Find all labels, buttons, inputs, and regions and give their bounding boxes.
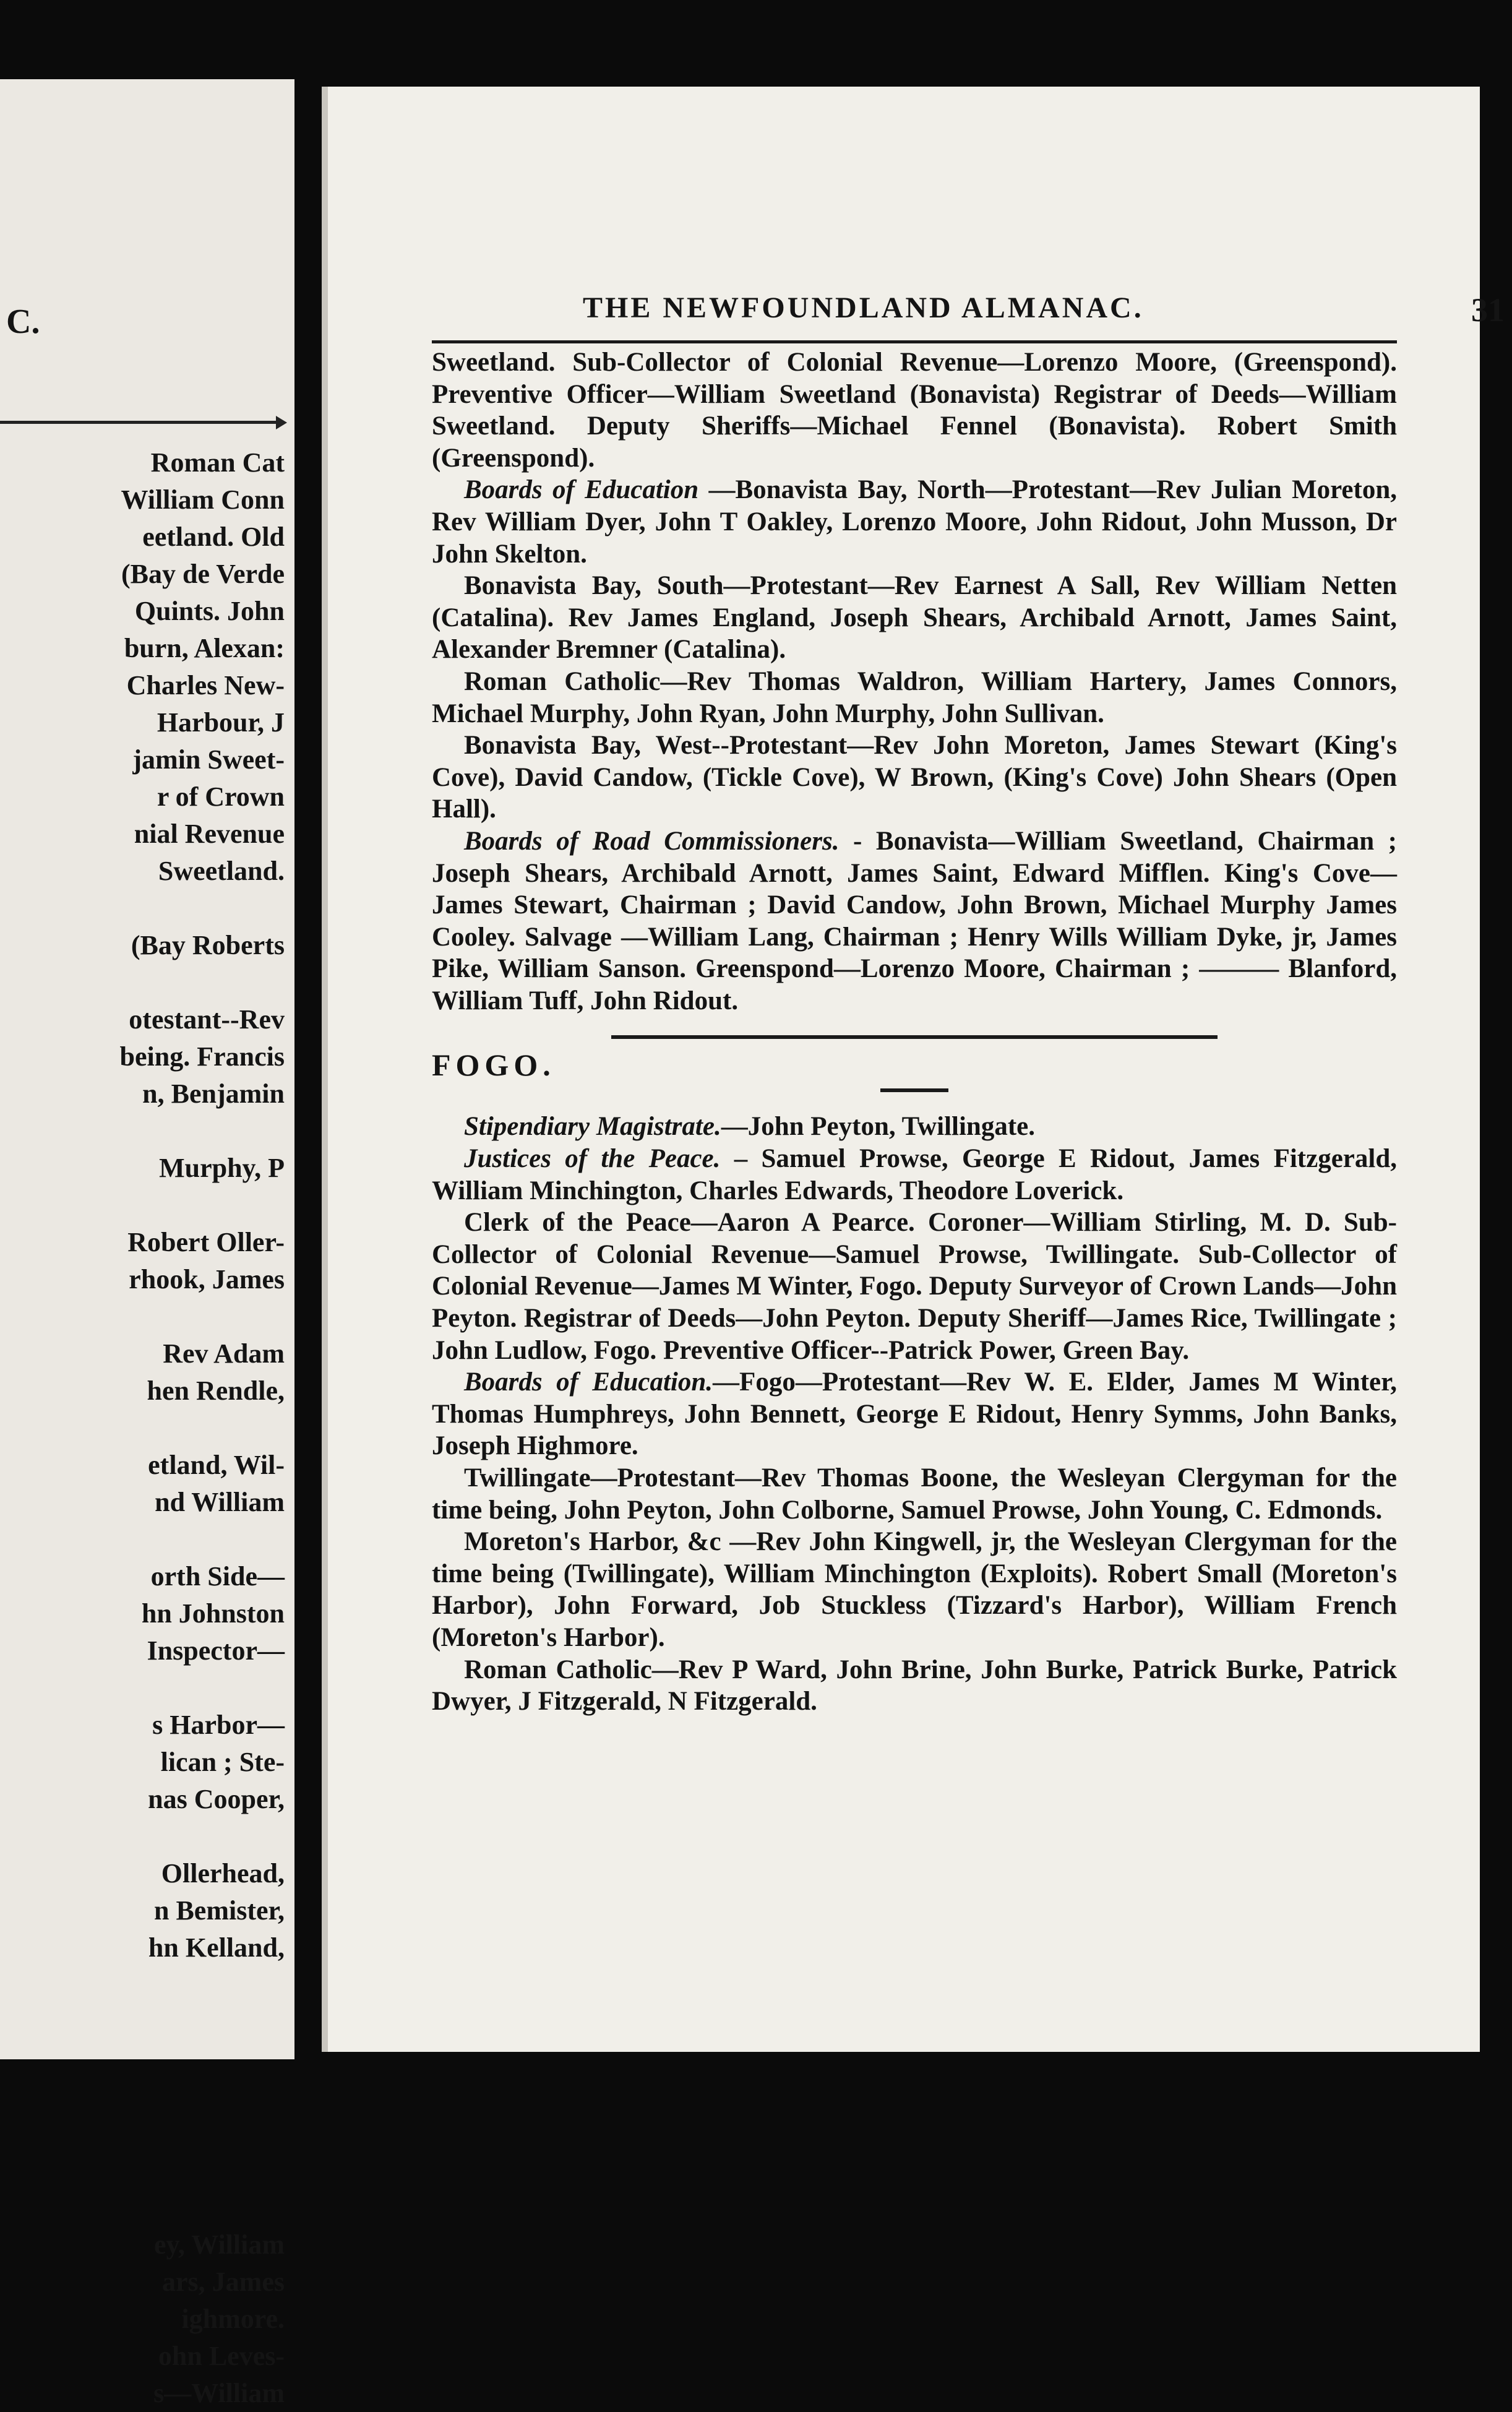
left-page-line: Inspector—	[147, 1635, 285, 1666]
heading-justices: Justices of the Peace.	[464, 1144, 721, 1174]
heading-boards-of-education: Boards of Education	[464, 475, 699, 505]
paragraph-roman-catholic: Roman Catholic—Rev Thomas Waldron, William Hartery, James Connors, Michael Murphy, John Ryan, John Murphy, John Sullivan.	[432, 666, 1397, 728]
paragraph-clerk-of-peace: Clerk of the Peace—Aaron A Pearce. Coroner—William Stirling, M. D. Sub-Collector of Colonial Revenue—Samuel Prowse, Twillingate. Sub-Collector of Colonial Revenue—James M Winter, Fogo. Deputy Surveyor of Crown Lands—John Peyton. Registrar of Deeds—John Peyton. Deputy Sheriff—James Rice, Twillingate ; John Ludlow, Fogo. Preventive Officer--Patrick Power, Green Bay.	[432, 1208, 1397, 1365]
left-page-line: eetland. Old	[142, 522, 285, 552]
left-page-line: rhook, James	[129, 1264, 285, 1294]
header-rule	[432, 340, 1397, 343]
paragraph-fogo-boards-of-education	[432, 1366, 1397, 1462]
paragraph-bonavista-south: Bonavista Bay, South—Protestant—Rev Earnest A Sall, Rev William Netten (Catalina). Rev James England, Joseph Shears, Archibald Arnott, James Saint, Alexander Bremner (Catalina).	[432, 571, 1397, 665]
section-rule	[611, 1035, 1218, 1039]
left-page-line: (Bay Roberts	[131, 930, 285, 960]
left-page-line: ighmore.	[181, 2304, 285, 2334]
heading-stipendiary-magistrate: Stipendiary Magistrate.	[464, 1112, 721, 1142]
left-page-line: ars, James	[162, 2267, 285, 2297]
left-page-text-column	[0, 444, 285, 2412]
left-page-line: Quints. John	[134, 596, 285, 626]
heading-fogo-boards-of-education: Boards of Education.	[464, 1368, 713, 1397]
left-page-line: r of Crown	[157, 782, 285, 812]
left-page-line: ohn Leves-	[158, 2341, 285, 2371]
paragraph-stipendiary-magistrate	[432, 1111, 1397, 1143]
left-page-line: Harbour, J	[157, 707, 285, 738]
left-page-line: nd William	[155, 1487, 285, 1517]
left-page-line: otestant--Rev	[129, 1004, 285, 1035]
almanac-page	[322, 87, 1505, 2052]
left-facing-page	[0, 79, 294, 2408]
left-page-line: (Bay de Verde	[121, 559, 285, 589]
left-page-line: jamin Sweet-	[132, 744, 285, 775]
left-page-line: Robert Oller-	[127, 1227, 285, 1257]
paragraph-officers: Sweetland. Sub-Collector of Colonial Revenue—Lorenzo Moore, (Greenspond). Preventive Officer—William Sweetland (Bonavista) Registrar of Deeds—William Sweetland. Deputy Sheriffs—Michael Fennel (Bonavista). Robert Smith (Greenspond).	[432, 348, 1397, 473]
running-head	[583, 291, 1505, 334]
running-head-title: THE NEWFOUNDLAND ALMANAC.	[583, 291, 1144, 324]
fogo-education-text: —Fogo—Protestant—Rev W. E. Elder, James M Winter, Thomas Humphreys, John Bennett, George E Ridout, Henry Symms, John Banks, Joseph Highmore.	[432, 1368, 1397, 1461]
left-page-line: Rev Adam	[163, 1338, 285, 1369]
left-page-line: nial Revenue	[134, 819, 285, 849]
left-page-line: hen Rendle,	[147, 1376, 285, 1406]
left-page-line: nas Cooper,	[148, 1784, 285, 1814]
heading-road-commissioners: Boards of Road Commissioners.	[464, 826, 840, 856]
left-page-line: Murphy, P	[159, 1153, 285, 1183]
left-page-line: Sweetland.	[158, 856, 285, 886]
left-page-line: Charles New-	[126, 670, 285, 700]
left-page-header-rule	[0, 421, 277, 424]
paragraph-justices	[432, 1143, 1397, 1207]
paragraph-boards-of-education	[432, 474, 1397, 570]
left-page-line: William Conn	[121, 485, 285, 515]
left-page-line: n, Benjamin	[142, 1079, 285, 1109]
page-number: 31	[1471, 291, 1505, 329]
left-page-line: etland, Wil-	[148, 1450, 285, 1480]
left-page-header-fragment: C.	[6, 303, 40, 341]
paragraph-moretons-harbor: Moreton's Harbor, &c —Rev John Kingwell, jr, the Wesleyan Clergyman for the time being (Twillingate), William Minchington (Exploits). Robert Small (Moreton's Harbor), John Forward, Job Stuckless (Tizzard's Harbor), William French (Moreton's Harbor).	[432, 1527, 1397, 1652]
left-page-line: n Bemister,	[153, 1895, 285, 1926]
left-page-line: s—William	[153, 2378, 285, 2408]
paragraph-fogo-roman-catholic: Roman Catholic—Rev P Ward, John Brine, John Burke, Patrick Burke, Patrick Dwyer, J Fitzgerald, N Fitzgerald.	[432, 1655, 1397, 1716]
left-page-line: hn Kelland,	[148, 1932, 285, 1963]
left-page-line: burn, Alexan:	[124, 633, 285, 663]
left-page-line: being. Francis	[119, 1041, 285, 1072]
paragraph-twillingate: Twillingate—Protestant—Rev Thomas Boone, the Wesleyan Clergyman for the time being, John Peyton, John Colborne, Samuel Prowse, John Young, C. Edmonds.	[432, 1463, 1397, 1525]
left-page-line: Ollerhead,	[161, 1858, 285, 1889]
boards-of-education-text: —Bonavista Bay, North—Protestant—Rev Julian Moreton, Rev William Dyer, John T Oakley, Lorenzo Moore, John Ridout, John Musson, Dr John Skelton.	[432, 475, 1397, 569]
left-page-line: orth Side—	[150, 1561, 285, 1591]
road-commissioners-text: - Bonavista—William Sweetland, Chairman ; Joseph Shears, Archibald Arnott, James Saint, Edward Mifflen. King's Cove—James Stewart, Chairman ; David Candow, John Brown, Michael Murphy James Cooley. Salvage —William Lang, Chairman ; Henry Wills William Dyke, jr, James Pike, William Sanson. Greenspond—Lorenzo Moore, Chairman ; ——— Blanford, William Tuff, John Ridout.	[432, 826, 1398, 1015]
justices-text: – Samuel Prowse, George E Ridout, James Fitzgerald, William Minchington, Charles Edwards, Theodore Loverick.	[432, 1144, 1397, 1205]
left-page-line: lican ; Ste-	[160, 1747, 285, 1777]
page-body	[432, 347, 1397, 1718]
stipendiary-text: —John Peyton, Twillingate.	[721, 1112, 1035, 1142]
left-page-line: ey, William	[153, 2229, 285, 2260]
paragraph-bonavista-west: Bonavista Bay, West--Protestant—Rev John Moreton, James Stewart (King's Cove), David Candow, (Tickle Cove), W Brown, (King's Cove) John Shears (Open Hall).	[432, 731, 1397, 824]
left-page-line: hn Johnston	[141, 1598, 285, 1629]
paragraph-road-commissioners	[432, 825, 1397, 1017]
section-short-rule	[880, 1088, 948, 1092]
left-page-line: s Harbor—	[152, 1710, 285, 1740]
left-page-line: Roman Cat	[150, 447, 285, 478]
section-title-fogo: FOGO.	[432, 1048, 556, 1083]
